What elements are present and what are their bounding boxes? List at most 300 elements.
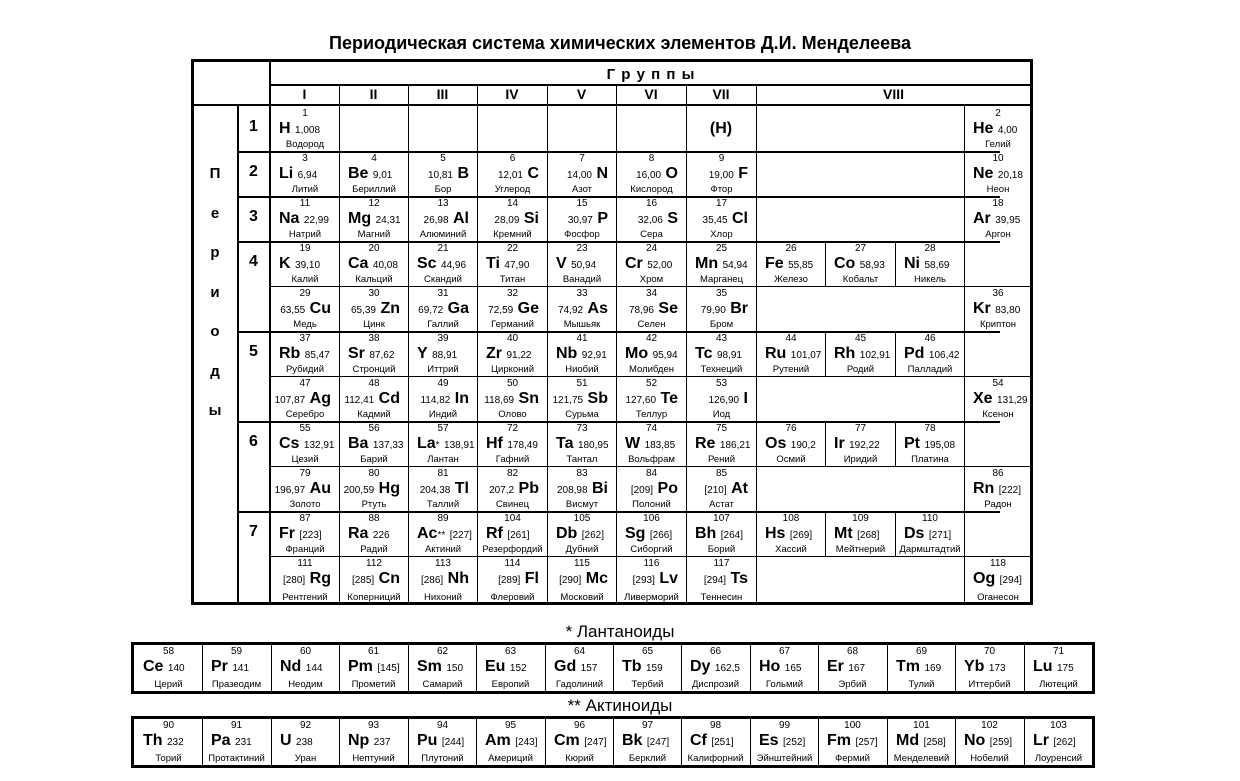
hydrogen-placeholder: (H) (709, 120, 733, 137)
element-main (757, 344, 825, 366)
element-symbol: Ir (834, 435, 845, 452)
element-cell-gd (546, 645, 613, 691)
element-main (956, 657, 1023, 679)
element-symbol: Yb (964, 658, 985, 675)
atomic-number: 36 (992, 288, 1004, 299)
element-symbol: I (743, 390, 748, 407)
element-main (478, 299, 547, 321)
element-name: Алюминий (419, 229, 467, 240)
atomic-mass: 47,90 (504, 260, 530, 271)
atomic-mass: 204,38 (419, 485, 451, 496)
atomic-number: 117 (713, 558, 730, 569)
atomic-number: 75 (715, 423, 728, 434)
element-symbol: Pa (211, 732, 231, 749)
element-symbol: Rn (973, 480, 995, 497)
element-cell-pm (340, 645, 407, 691)
atomic-number: 64 (573, 646, 586, 657)
element-name: Серебро (285, 409, 325, 420)
element-main (757, 434, 825, 456)
atomic-mass: 178,49 (507, 440, 538, 451)
element-cell-lr (1025, 719, 1092, 765)
col-line (756, 556, 757, 604)
element-cell-sc (409, 242, 477, 286)
element-name: Гелий (985, 139, 1011, 150)
atomic-number: 91 (230, 720, 243, 731)
atomic-mass: [145] (377, 663, 400, 674)
element-main (478, 389, 547, 411)
element-cell-th (135, 719, 202, 765)
element-symbol: Zr (486, 345, 502, 362)
atomic-mass: 58,69 (924, 260, 950, 271)
atomic-number: 76 (785, 423, 797, 434)
element-symbol: Am (485, 732, 511, 749)
element-main (271, 209, 339, 231)
element-name: Литий (291, 184, 319, 195)
atomic-number: 27 (854, 243, 867, 254)
element-symbol: Sb (587, 390, 608, 407)
element-main (965, 479, 1031, 501)
atomic-number: 5 (440, 153, 446, 164)
element-cell-au (271, 467, 339, 511)
element-symbol: F (738, 165, 748, 182)
atomic-mass: 10,81 (427, 170, 453, 181)
atomic-mass: 14,00 (566, 170, 592, 181)
element-symbol: Ta (556, 435, 574, 452)
atomic-number: 114 (504, 558, 521, 569)
atomic-mass: 186,21 (719, 440, 751, 451)
element-name: Мышьяк (563, 319, 601, 330)
atomic-mass: 39,95 (995, 215, 1021, 226)
atomic-number: 50 (506, 378, 519, 389)
element-cell-cs (271, 422, 339, 466)
element-main (548, 299, 616, 321)
element-cell-rf (478, 512, 547, 556)
element-name: Цинк (363, 319, 385, 330)
element-main (272, 657, 339, 679)
element-main (617, 299, 686, 321)
element-name: Эрбий (838, 679, 867, 690)
element-symbol: Re (695, 435, 716, 452)
col-line (756, 286, 757, 331)
element-cell-mn (687, 242, 756, 286)
atomic-mass: 141 (232, 663, 250, 674)
element-name: Бром (709, 319, 734, 330)
page-title: Периодическая система химических элементов Д.И. Менделеева (329, 33, 911, 53)
element-main (548, 164, 616, 186)
element-cell-nb (548, 332, 616, 376)
element-symbol: Hf (486, 435, 503, 452)
atomic-mass: 28,09 (494, 215, 520, 226)
element-cell-s (617, 197, 686, 241)
atomic-mass: [261] (507, 530, 530, 541)
atomic-mass: [210] (704, 485, 727, 496)
col-line (477, 106, 478, 151)
atomic-number: 92 (299, 720, 312, 731)
atomic-number: 100 (844, 720, 861, 731)
atomic-number: 118 (990, 558, 1006, 569)
element-name: Водород (285, 139, 325, 150)
element-main (271, 344, 339, 366)
element-symbol: Sr (348, 345, 365, 362)
element-name: Олово (498, 409, 527, 420)
atomic-mass: [285] (351, 575, 375, 586)
element-main (203, 657, 270, 679)
element-name: Родий (846, 364, 875, 375)
element-main (271, 299, 339, 321)
atomic-mass: 98,91 (716, 350, 742, 361)
element-symbol: Tl (454, 480, 469, 497)
atomic-number: 38 (368, 333, 380, 344)
group-header: VII (712, 86, 730, 102)
element-name: Тулий (908, 679, 935, 690)
element-main (896, 434, 964, 456)
element-main (409, 389, 477, 411)
period-number: 5 (249, 343, 258, 360)
atomic-number: 61 (367, 646, 380, 657)
element-cell-ta (548, 422, 616, 466)
atomic-number: 54 (992, 378, 1004, 389)
element-name: Медь (293, 319, 317, 330)
atomic-mass: 40,08 (372, 260, 398, 271)
atomic-number: 19 (299, 243, 311, 254)
element-name: Самарий (422, 679, 463, 690)
element-cell-og (965, 557, 1031, 604)
element-cell-xe (965, 377, 1031, 421)
element-name: Натрий (288, 229, 322, 240)
actinides-title: ** Актиноиды (567, 696, 673, 715)
element-name: Теллур (635, 409, 668, 420)
element-symbol: Y (417, 345, 428, 362)
element-main (965, 209, 1031, 231)
element-cell-os (757, 422, 825, 466)
element-cell-ru (757, 332, 825, 376)
element-cell-sn (478, 377, 547, 421)
atomic-mass: [262] (1053, 737, 1076, 748)
element-name: Фосфор (564, 229, 600, 240)
element-symbol: Og (973, 570, 996, 587)
element-name: Дубний (565, 544, 599, 555)
element-cell-n (548, 152, 616, 196)
atomic-mass: 35,45 (702, 215, 728, 226)
atomic-number: 28 (924, 243, 936, 254)
element-symbol: Hs (765, 525, 786, 542)
element-cell-rb (271, 332, 339, 376)
element-cell-cn (340, 557, 408, 604)
element-cell-te (617, 377, 686, 421)
element-main (757, 254, 825, 276)
element-main (478, 479, 547, 501)
element-cell-p (548, 197, 616, 241)
element-cell-si (478, 197, 547, 241)
element-main (826, 344, 895, 366)
element-main (548, 434, 616, 456)
element-main (687, 434, 756, 456)
element-main (409, 299, 477, 321)
atomic-mass: 175 (1057, 663, 1074, 674)
element-symbol: Ac (417, 525, 438, 542)
element-name: Висмут (565, 499, 599, 510)
element-name: Титан (499, 274, 526, 285)
element-cell-fm (819, 719, 886, 765)
element-main (409, 344, 477, 366)
element-symbol: Al (453, 210, 469, 227)
element-name: Хром (639, 274, 664, 285)
element-cell-er (819, 645, 886, 691)
atomic-mass: 6,94 (297, 170, 318, 181)
atomic-number: 48 (368, 378, 380, 389)
atomic-number: 24 (645, 243, 658, 254)
element-main (826, 524, 895, 546)
element-name: Нептуний (352, 753, 395, 764)
element-symbol: Nd (280, 658, 302, 675)
col-line (964, 241, 965, 286)
element-main (409, 164, 477, 186)
element-name: Полоний (632, 499, 671, 510)
atomic-number: 84 (645, 468, 658, 479)
atomic-number: 105 (573, 513, 591, 524)
element-main (819, 731, 886, 753)
atomic-number: 18 (992, 198, 1004, 209)
atomic-mass: 19,00 (708, 170, 734, 181)
element-symbol: Cd (378, 390, 400, 407)
element-main (548, 389, 616, 411)
element-main (548, 524, 616, 546)
element-symbol: Db (556, 525, 578, 542)
element-name: Ниобий (565, 364, 599, 375)
element-cell-sg (617, 512, 686, 556)
element-name: Криптон (979, 319, 1017, 330)
element-main (272, 731, 339, 753)
element-name: Железо (774, 274, 808, 285)
element-name: Азот (571, 184, 592, 195)
atomic-mass: 131,29 (997, 395, 1028, 406)
element-symbol: Bk (622, 732, 643, 749)
element-symbol: Tb (622, 658, 642, 675)
element-cell-tm (888, 645, 955, 691)
element-symbol: Mo (625, 345, 649, 362)
element-symbol: N (596, 165, 608, 182)
element-symbol: U (280, 732, 292, 749)
atomic-number: 10 (992, 153, 1004, 164)
element-main (548, 344, 616, 366)
col-line (339, 106, 340, 151)
atomic-mass: [269] (789, 530, 813, 541)
col-line (964, 511, 965, 556)
element-name: Барий (360, 454, 388, 465)
element-main (340, 731, 407, 753)
element-cell-ti (478, 242, 547, 286)
element-symbol: Ce (143, 658, 164, 675)
atomic-mass: 192,22 (849, 440, 880, 451)
atomic-mass: [268] (857, 530, 880, 541)
element-cell-tb (614, 645, 681, 691)
element-main (819, 657, 886, 679)
element-main (888, 731, 955, 753)
element-name: Калифорний (687, 753, 744, 764)
atomic-mass: [259] (989, 737, 1013, 748)
element-symbol: Fr (279, 525, 295, 542)
element-main (409, 731, 476, 753)
element-symbol: Ne (973, 165, 994, 182)
atomic-mass: [251] (711, 737, 734, 748)
element-name: Прометий (351, 679, 396, 690)
atomic-mass: 88,91 (432, 350, 458, 361)
atomic-number: 90 (162, 720, 175, 731)
element-main (340, 164, 408, 186)
atomic-number: 25 (715, 243, 728, 254)
group-header: II (369, 86, 378, 102)
periods-label-letter: е (210, 204, 220, 222)
element-main (687, 524, 756, 546)
atomic-number: 8 (648, 153, 655, 164)
element-symbol: Fm (827, 732, 851, 749)
element-name: Селен (637, 319, 666, 330)
element-name: Свинец (495, 499, 530, 510)
element-symbol: Ge (517, 300, 539, 317)
element-cell-ac (409, 512, 477, 556)
element-symbol: Es (759, 732, 779, 749)
atomic-number: 17 (715, 198, 728, 209)
element-name: Рений (707, 454, 736, 465)
element-name: Московий (560, 592, 604, 603)
atomic-number: 32 (506, 288, 519, 299)
element-cell-md (888, 719, 955, 765)
element-symbol: Pu (417, 732, 438, 749)
element-name: Кобальт (842, 274, 879, 285)
atomic-number: 14 (506, 198, 519, 209)
element-name: Франций (285, 544, 325, 555)
atomic-mass: 83,80 (995, 305, 1021, 316)
atomic-mass: 12,01 (497, 170, 523, 181)
element-name: Никель (914, 274, 946, 285)
element-main (687, 254, 756, 276)
element-cell-cf (682, 719, 749, 765)
element-main (896, 254, 964, 276)
element-symbol: Kr (973, 300, 991, 317)
element-name: Нобелий (970, 753, 1009, 764)
element-main (478, 209, 547, 231)
element-main (409, 524, 477, 546)
atomic-mass: 24,31 (375, 215, 401, 226)
element-name: Индий (428, 409, 458, 420)
atomic-mass: 78,96 (628, 305, 654, 316)
element-cell-fr (271, 512, 339, 556)
element-cell-ce (135, 645, 202, 691)
element-symbol: Fl (524, 570, 539, 587)
element-main (617, 254, 686, 276)
period-number: 7 (249, 523, 258, 540)
element-name: Кюрий (565, 753, 594, 764)
element-main (751, 657, 818, 679)
element-name: Калий (291, 274, 319, 285)
group-header: V (576, 86, 587, 102)
element-symbol: O (665, 165, 678, 182)
atomic-number: 41 (576, 333, 588, 344)
element-cell-bk (614, 719, 681, 765)
element-main (1025, 731, 1092, 753)
element-cell-sm (409, 645, 476, 691)
atomic-number: 101 (913, 720, 930, 731)
element-name: Тербий (631, 679, 664, 690)
series-mark: * (435, 440, 440, 451)
element-name: Берклий (628, 753, 667, 764)
element-symbol: Pm (348, 658, 373, 675)
series-mark: ** (437, 530, 446, 541)
element-cell-c (478, 152, 547, 196)
atomic-mass: 58,93 (859, 260, 885, 271)
atomic-number: 94 (436, 720, 449, 731)
element-main (617, 479, 686, 501)
element-cell-cl (687, 197, 756, 241)
element-symbol: Rh (834, 345, 856, 362)
element-symbol: Na (279, 210, 300, 227)
atomic-mass: 112,41 (344, 395, 375, 406)
atomic-number: 89 (437, 513, 449, 524)
element-main (135, 731, 202, 753)
atomic-mass: [247] (646, 737, 670, 748)
atomic-mass: 140 (167, 663, 185, 674)
atomic-number: 102 (981, 720, 998, 731)
element-cell-ge (478, 287, 547, 331)
element-main (546, 657, 613, 679)
element-name: Углерод (494, 184, 531, 195)
element-cell-nd (272, 645, 339, 691)
atomic-mass: 44,96 (441, 260, 467, 271)
element-symbol: Rb (279, 345, 301, 362)
atomic-mass: 127,60 (625, 395, 657, 406)
atomic-mass: 52,00 (647, 260, 673, 271)
element-symbol: Mt (834, 525, 853, 542)
element-cell-v (548, 242, 616, 286)
atomic-number: 55 (299, 423, 311, 434)
element-symbol: Bh (695, 525, 717, 542)
element-cell-mt (826, 512, 895, 556)
atomic-mass: 1,008 (295, 125, 321, 136)
element-symbol: Cl (732, 210, 748, 227)
atomic-mass: [264] (720, 530, 744, 541)
element-name: Фермий (835, 753, 870, 764)
element-name: Ртуть (361, 499, 387, 510)
periods-label-letter: д (210, 362, 220, 380)
element-symbol: Rg (309, 570, 331, 587)
element-cell-ba (340, 422, 408, 466)
atomic-number: 79 (299, 468, 311, 479)
element-main (340, 389, 408, 411)
element-cell-rn (965, 467, 1031, 511)
atomic-number: 45 (854, 333, 867, 344)
element-symbol: Ca (348, 255, 369, 272)
atomic-mass: 74,92 (558, 305, 584, 316)
element-main (203, 731, 270, 753)
element-symbol: No (964, 732, 986, 749)
element-main (477, 657, 544, 679)
element-cell-zr (478, 332, 547, 376)
atomic-number: 81 (437, 468, 449, 479)
element-main (478, 254, 547, 276)
element-cell-ds (896, 512, 964, 556)
element-main (271, 164, 339, 186)
element-symbol: Sm (417, 658, 442, 675)
element-symbol: S (667, 210, 678, 227)
atomic-mass: 195,08 (924, 440, 956, 451)
element-name: Иод (712, 409, 731, 420)
atomic-mass: 137,33 (372, 440, 404, 451)
atomic-number: 23 (576, 243, 588, 254)
element-cell-fl (478, 557, 547, 604)
element-main (548, 479, 616, 501)
atomic-number: 82 (506, 468, 519, 479)
element-main (340, 209, 408, 231)
